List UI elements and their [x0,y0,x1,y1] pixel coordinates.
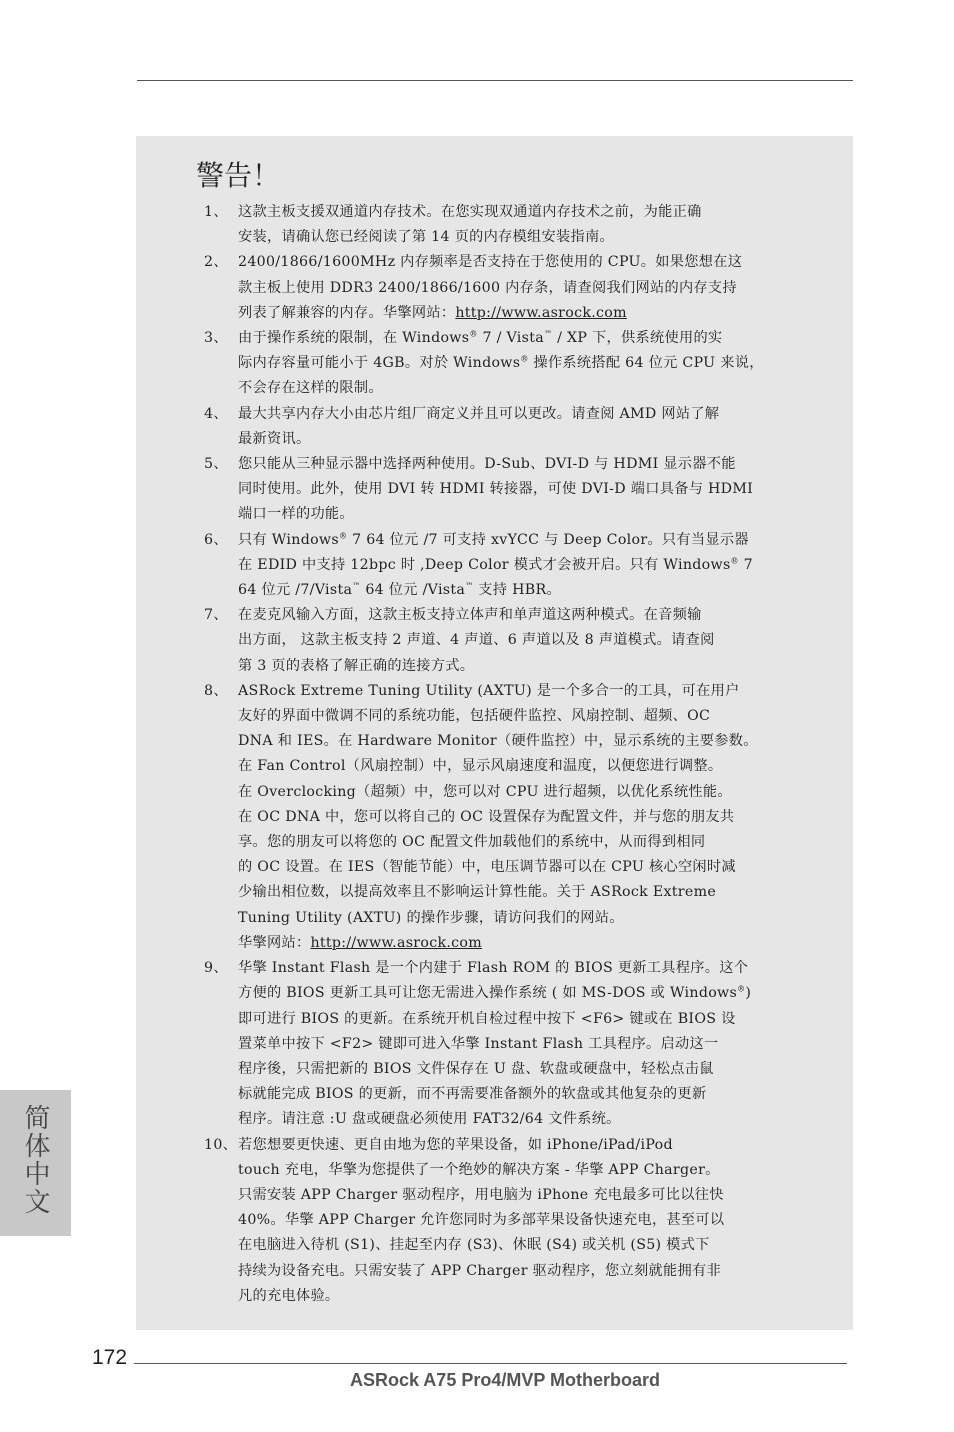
list-item [204,603,788,679]
text-line: 第 3 页的表格了解正确的连接方式。 [238,657,475,674]
text-line: 最大共享内存大小由芯片组厂商定义并且可以更改。请查阅 AMD 网站了解 [238,405,720,422]
list-item-text [238,956,788,1132]
text-line: 2400/1866/1600MHz 内存频率是否支持在于您使用的 CPU。如果您想在这 [238,254,743,271]
text-line: 程序後，只需把新的 BIOS 文件保存在 U 盘、软盘或硬盘中，轻松点击鼠 [238,1060,714,1077]
footer-model: ASRock A75 Pro4/MVP Motherboard [349,1370,661,1390]
text-line: 出方面， 这款主板支持 2 声道、4 声道、6 声道以及 8 声道模式。请查阅 [238,632,715,649]
list-item-text [238,452,788,528]
text-line: 在 EDID 中支持 12bpc 时 ,Deep Color 模式才会被开启。只有 Windows® 7 [238,556,753,573]
warning-list [204,200,788,1309]
text-line: touch 充电，华擎为您提供了一个绝妙的解决方案 - 华擎 APP Charger。 [238,1161,720,1178]
list-item-number: 2、 [204,254,228,271]
list-item-text [238,200,788,250]
list-item-text [238,402,788,452]
list-item-text [238,1133,788,1309]
text-line: 同时使用。此外，使用 DVI 转 HDMI 转接器，可使 DVI-D 端口具备与 HDMI [238,481,754,498]
text-line: 40%。华擎 APP Charger 允许您同时为多部苹果设备快速充电，甚至可以 [238,1212,725,1229]
text-line: 款主板上使用 DDR3 2400/1866/1600 内存条，请查阅我们网站的内存支持 [238,279,737,296]
text-line: Tuning Utility (AXTU) 的操作步骤，请访问我们的网站。 [238,909,624,926]
language-tab-label: 简体中文 [20,1104,50,1216]
text-line: 方便的 BIOS 更新工具可让您无需进入操作系统 ( 如 MS-DOS 或 Windows®) [238,984,752,1002]
text-line: 最新资讯。 [238,430,311,447]
list-item-number: 6、 [204,531,228,548]
language-tab [0,1090,71,1236]
list-item [204,956,788,1132]
website-link[interactable]: http://www.asrock.com [455,304,627,321]
list-item [204,679,788,956]
text-line: DNA 和 IES。在 Hardware Monitor（硬件监控）中，显示系统的主要参数。 [238,733,758,750]
list-item [204,326,788,402]
list-item-text [238,528,788,604]
text-line: 际内存容量可能小于 4GB。对於 Windows® 操作系统搭配 64 位元 CPU 来说， [238,354,764,372]
text-line: 置菜单中按下 <F2> 键即可进入华擎 Instant Flash 工具程序。启动这一 [238,1035,719,1052]
list-item [204,402,788,452]
list-item-number: 9、 [204,960,228,977]
bottom-rule [134,1363,847,1364]
list-item-text [238,250,788,326]
list-item [204,528,788,604]
text-line: 若您想要更快速、更自由地为您的苹果设备，如 iPhone/iPad/iPod [238,1136,673,1153]
list-item-text [238,326,788,402]
text-line: ASRock Extreme Tuning Utility (AXTU) 是一个多合一的工具，可在用户 [238,682,740,699]
text-line: 您只能从三种显示器中选择两种使用。D-Sub、DVI-D 与 HDMI 显示器不能 [238,456,736,473]
list-item [204,1133,788,1309]
list-item-number: 3、 [204,330,228,347]
text-line: 华擎 Instant Flash 是一个内建于 Flash ROM 的 BIOS 更新工具程序。这个 [238,960,749,977]
text-line: 只需安装 APP Charger 驱动程序，用电脑为 iPhone 充电最多可比以往快 [238,1186,724,1203]
list-item-text [238,603,788,679]
text-line: 少输出相位数，以提高效率且不影响运计算性能。关于 ASRock Extreme [238,884,717,901]
text-line: 安装，请确认您已经阅读了第 14 页的内存模组安装指南。 [238,229,614,246]
top-rule [137,80,853,81]
website-link[interactable]: http://www.asrock.com [310,934,483,951]
text-line: 列表了解兼容的内存。华擎网站：http://www.asrock.com [238,304,627,321]
text-line: 标就能完成 BIOS 的更新，而不再需要准备额外的软盘或其他复杂的更新 [238,1086,707,1103]
text-line: 凡的充电体验。 [238,1287,340,1304]
text-line: 即可进行 BIOS 的更新。在系统开机自检过程中按下 <F6> 键或在 BIOS 设 [238,1010,736,1027]
list-item-number: 8、 [204,682,228,699]
list-item [204,250,788,326]
list-item-number: 4、 [204,405,228,422]
text-line: 在麦克风输入方面，这款主板支持立体声和单声道这两种模式。在音频输 [238,607,702,624]
text-line: 友好的界面中微调不同的系统功能，包括硬件监控、风扇控制、超频、OC [238,708,711,725]
text-line: 持续为设备充电。只需安装了 APP Charger 驱动程序，您立刻就能拥有非 [238,1262,721,1279]
list-item [204,452,788,528]
list-item-number: 5、 [204,456,228,473]
text-line: 程序。请注意 :U 盘或硬盘必须使用 FAT32/64 文件系统。 [238,1111,621,1128]
list-item [204,200,788,250]
list-item-number: 7、 [204,607,228,624]
text-line: 端口一样的功能。 [238,506,354,523]
page-number: 172 [92,1346,128,1369]
text-line: 的 OC 设置。在 IES（智能节能）中，电压调节器可以在 CPU 核心空闲时减 [238,859,736,876]
text-line: 64 位元 /7/Vista™ 64 位元 /Vista™ 支持 HBR。 [238,581,561,599]
list-item-text [238,679,788,956]
warning-heading: 警告！ [196,159,281,192]
text-line: 在 Fan Control（风扇控制）中，显示风扇速度和温度，以便您进行调整。 [238,758,723,775]
text-line: 由于操作系统的限制，在 Windows® 7 / Vista™ / XP 下，供系统使用的实 [238,329,723,347]
list-item-number: 1、 [204,204,228,220]
text-line: 只有 Windows® 7 64 位元 /7 可支持 xvYCC 与 Deep Color。只有当显示器 [238,530,749,548]
text-line: 华擎网站：http://www.asrock.com [238,934,483,951]
text-line: 在电脑进入待机 (S1)、挂起至内存 (S3)、休眠 (S4) 或关机 (S5) 模式下 [238,1237,710,1254]
list-item-number: 10、 [204,1136,238,1153]
text-line: 在 Overclocking（超频）中，您可以对 CPU 进行超频，以优化系统性能。 [238,783,732,800]
text-line: 不会存在这样的限制。 [238,380,383,397]
text-line: 在 OC DNA 中，您可以将自己的 OC 设置保存为配置文件，并与您的朋友共 [238,808,735,825]
text-line: 享。您的朋友可以将您的 OC 配置文件加载他们的系统中，从而得到相同 [238,834,706,851]
text-line: 这款主板支援双通道内存技术。在您实现双通道内存技术之前，为能正确 [238,204,702,220]
